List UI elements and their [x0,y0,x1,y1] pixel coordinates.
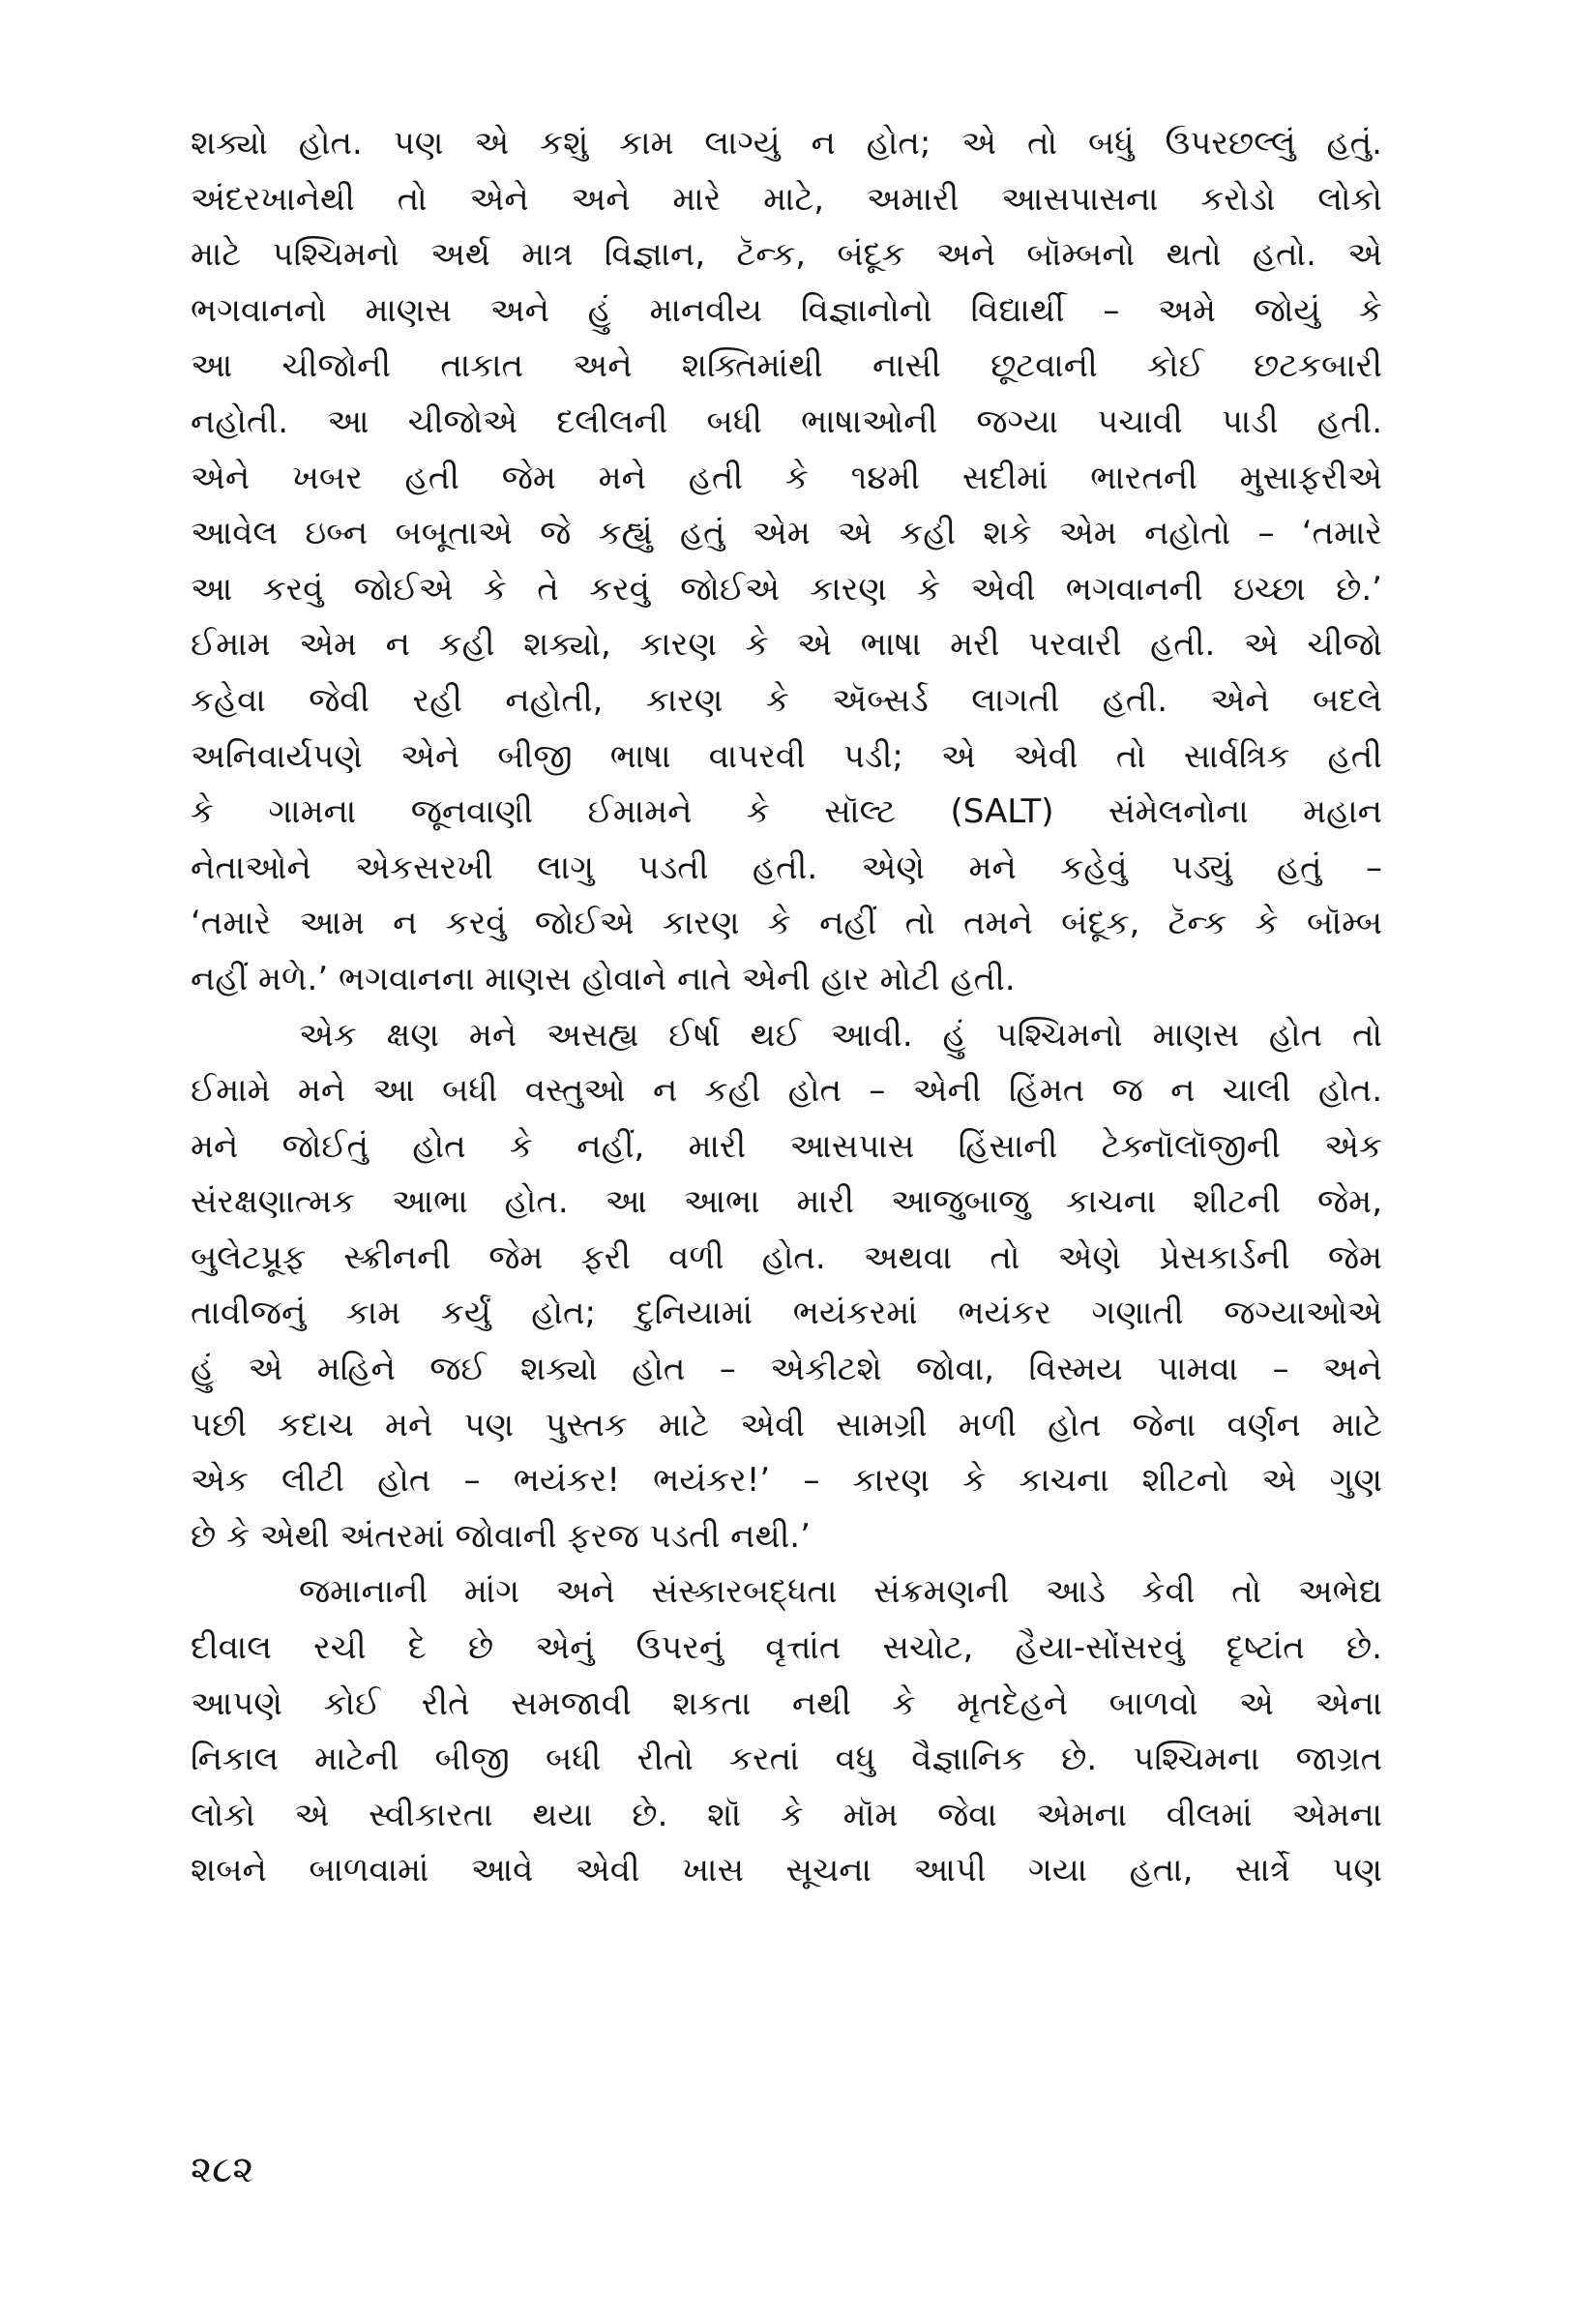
text-line: સંરક્ષણાત્મક આભા હોત. આ આભા મારી આજુબાજુ કાચના શીટની જેમ, [191,1182,1382,1222]
text-line: લોકો એ સ્વીકારતા થયા છે. શૉ કે મૉમ જેવા એમના વીલમાં એમના [191,1795,1382,1834]
text-line: એને ખબર હતી જેમ મને હતી કે ૧૪મી સદીમાં ભારતની મુસાફરીએ [191,458,1382,497]
text-line: ‘તમારે આમ ન કરવું જોઈએ કારણ કે નહીં તો તમને બંદૂક, ટૅન્ક કે બૉમ્બ [191,904,1382,943]
text-line: અનિવાર્યપણે એને બીજી ભાષા વાપરવી પડી; એ એવી તો સાર્વત્રિક હતી [191,736,1382,776]
text-line: તાવીજનું કામ કર્યું હોત; દુનિયામાં ભયંકરમાં ભયંકર ગણાતી જગ્યાઓએ [191,1294,1382,1333]
page-number: ૨૮૨ [191,2148,254,2190]
text-line: કહેવા જેવી રહી નહોતી, કારણ કે ઍબ્સર્ડ લાગતી હતી. એને બદલે [191,680,1382,720]
text-line: ભગવાનનો માણસ અને હું માનવીય વિજ્ઞાનોનો વિદ્યાર્થી – અમે જોયું કે [191,290,1382,330]
text-line: આ ચીજોની તાકાત અને શક્તિમાંથી નાસી છૂટવાની કોઈ છટકબારી [191,346,1382,386]
text-line: આવેલ ઇબ્ન બબૂતાએ જે કહ્યું હતું એમ એ કહી શકે એમ નહોતો – ‘તમારે [191,514,1382,553]
text-line: મને જોઈતું હોત કે નહીં, મારી આસપાસ હિંસાની ટેક્નૉલૉજીની એક [191,1126,1382,1166]
text-line: દીવાલ રચી દે છે એનું ઉપરનું વૃત્તાંત સચોટ, હૈયા-સોંસરવું દૃષ્ટાંત છે. [191,1628,1382,1668]
text-line: માટે પશ્ચિમનો અર્થ માત્ર વિજ્ઞાન, ટૅન્ક, બંદૂક અને બૉમ્બનો થતો હતો. એ [191,235,1382,275]
text-line: નિકાલ માટેની બીજી બધી રીતો કરતાં વધુ વૈજ્ઞાનિક છે. પશ્ચિમના જાગ્રત [191,1740,1382,1779]
text-line: નેતાઓને એકસરખી લાગુ પડતી હતી. એણે મને કહેવું પડ્યું હતું – [191,848,1382,887]
text-line: બુલેટપ્રૂફ સ્ક્રીનની જેમ ફરી વળી હોત. અથવા તો એણે પ્રેસકાર્ડની જેમ [191,1237,1382,1277]
text-line: ઈમામ એમ ન કહી શક્યો, કારણ કે એ ભાષા મરી પરવારી હતી. એ ચીજો [191,625,1382,665]
text-line: કે ગામના જૂનવાણી ઈમામને કે સૉલ્ટ (SALT) સંમેલનોના મહાન [191,792,1382,832]
text-line: નહોતી. આ ચીજોએ દલીલની બધી ભાષાઓની જગ્યા પચાવી પાડી હતી. [191,402,1382,441]
text-line: છે કે એથી અંતરમાં જોવાની ફરજ પડતી નથી.’ [191,1516,811,1556]
text-line: આ કરવું જોઈએ કે તે કરવું જોઈએ કારણ કે એવી ભગવાનની ઇચ્છા છે.’ [191,569,1382,609]
body-text [191,116,1382,1899]
text-line: જમાનાની માંગ અને સંસ્કારબદ્ધતા સંક્રમણની આડે કેવી તો અભેદ્ય [299,1572,1382,1612]
text-line: ઈમામે મને આ બધી વસ્તુઓ ન કહી હોત – એની હિંમત જ ન ચાલી હોત. [191,1071,1382,1111]
text-line: પછી કદાચ મને પણ પુસ્તક માટે એવી સામગ્રી મળી હોત જેના વર્ણન માટે [191,1405,1382,1444]
text-line: એક ક્ષણ મને અસહ્ય ઈર્ષા થઈ આવી. હું પશ્ચિમનો માણસ હોત તો [299,1015,1382,1055]
text-line: શબને બાળવામાં આવે એવી ખાસ સૂચના આપી ગયા હતા, સાર્ત્રે પણ [191,1851,1382,1890]
text-line: શક્યો હોત. પણ એ કશું કામ લાગ્યું ન હોત; એ તો બધું ઉપરછલ્લું હતું. [191,124,1382,163]
text-line: આપણે કોઈ રીતે સમજાવી શકતા નથી કે મૃતદેહને બાળવો એ એના [191,1683,1382,1723]
text-line: નહીં મળે.’ ભગવાનના માણસ હોવાને નાતે એની હાર મોટી હતી. [191,959,1016,998]
text-line: હું એ મહિને જઈ શક્યો હોત – એકીટશે જોવા, વિસ્મય પામવા – અને [191,1350,1382,1389]
text-line: અંદરખાનેથી તો એને અને મારે માટે, અમારી આસપાસના કરોડો લોકો [191,179,1382,219]
text-line: એક લીટી હોત – ભયંકર! ભયંકર!’ – કારણ કે કાચના શીટનો એ ગુણ [191,1461,1382,1501]
